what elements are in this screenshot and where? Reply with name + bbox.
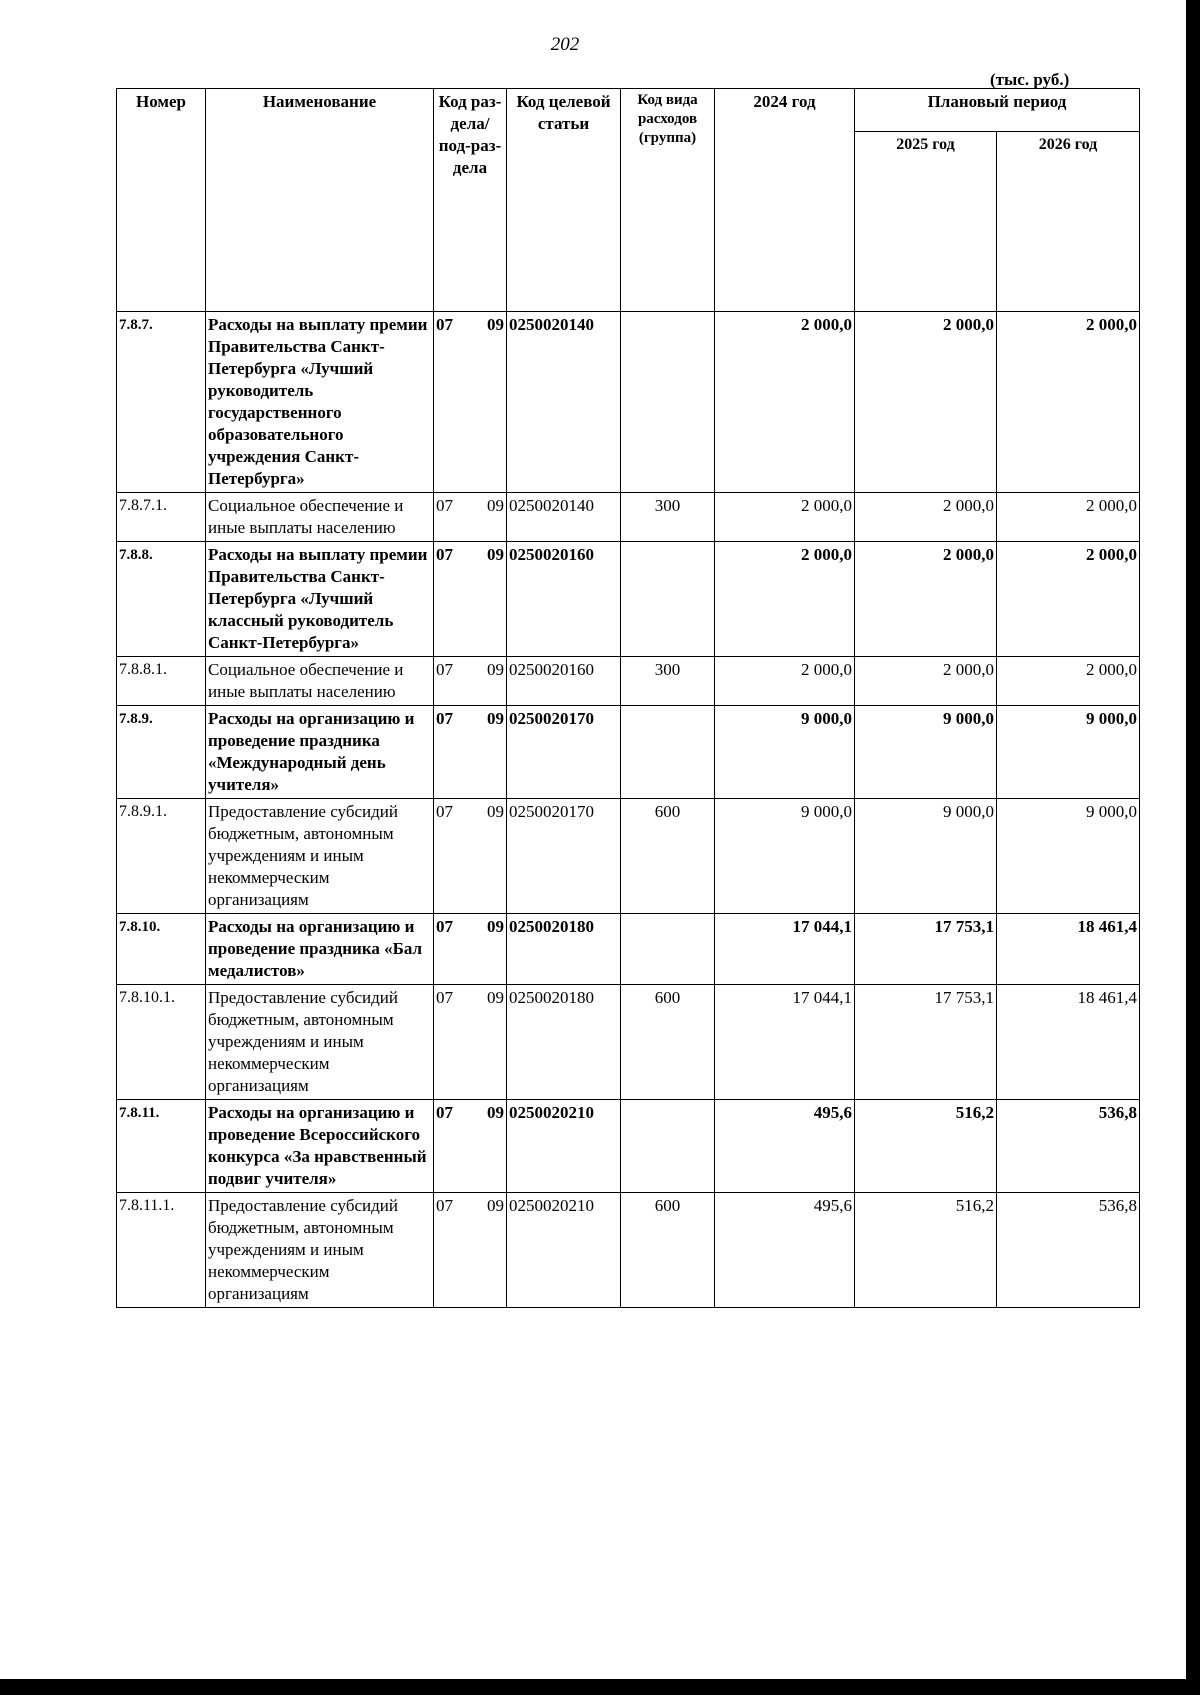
row-2025: 2 000,0 <box>855 542 997 657</box>
table-row <box>117 1193 1140 1308</box>
row-expense-type <box>621 1100 715 1193</box>
row-razdel: 07 <box>436 496 453 515</box>
row-expense-type <box>621 914 715 985</box>
row-razdel: 07 <box>436 1103 453 1122</box>
row-2024: 2 000,0 <box>715 657 855 706</box>
row-section-code <box>434 799 507 914</box>
row-2024: 17 044,1 <box>715 914 855 985</box>
row-2024: 9 000,0 <box>715 706 855 799</box>
row-2026: 18 461,4 <box>997 985 1140 1100</box>
row-2026: 2 000,0 <box>997 657 1140 706</box>
row-section-code <box>434 657 507 706</box>
row-2026: 9 000,0 <box>997 799 1140 914</box>
scan-edge-bottom <box>0 1679 1200 1695</box>
row-2024: 2 000,0 <box>715 312 855 493</box>
row-target-code: 0250020170 <box>507 799 621 914</box>
row-podrazdel: 09 <box>487 917 504 936</box>
row-number: 7.8.9. <box>117 706 206 799</box>
row-expense-type <box>621 706 715 799</box>
row-section-code <box>434 985 507 1100</box>
row-name: Предоставление субсидий бюджетным, автономным учреждениям и иным некоммерческим организациям <box>206 799 434 914</box>
units-label: (тыс. руб.) <box>990 70 1070 89</box>
row-2024: 495,6 <box>715 1100 855 1193</box>
row-number: 7.8.11.1. <box>117 1193 206 1308</box>
row-number: 7.8.10. <box>117 914 206 985</box>
row-2025: 516,2 <box>855 1193 997 1308</box>
row-number: 7.8.8.1. <box>117 657 206 706</box>
row-2026: 18 461,4 <box>997 914 1140 985</box>
row-expense-type: 600 <box>621 799 715 914</box>
table-body <box>117 312 1140 1308</box>
row-razdel: 07 <box>436 1196 453 1215</box>
row-podrazdel: 09 <box>487 660 504 679</box>
table-row <box>117 493 1140 542</box>
row-number: 7.8.11. <box>117 1100 206 1193</box>
row-razdel: 07 <box>436 660 453 679</box>
header-target-code: Код целевой статьи <box>507 89 621 312</box>
table-row <box>117 799 1140 914</box>
row-2026: 2 000,0 <box>997 312 1140 493</box>
row-expense-type <box>621 312 715 493</box>
row-2025: 9 000,0 <box>855 706 997 799</box>
row-expense-type: 300 <box>621 657 715 706</box>
row-number: 7.8.9.1. <box>117 799 206 914</box>
row-target-code: 0250020170 <box>507 706 621 799</box>
row-expense-type: 600 <box>621 1193 715 1308</box>
row-2024: 2 000,0 <box>715 493 855 542</box>
row-razdel: 07 <box>436 315 453 334</box>
row-2025: 2 000,0 <box>855 312 997 493</box>
row-number: 7.8.7. <box>117 312 206 493</box>
row-name: Социальное обеспечение и иные выплаты населению <box>206 657 434 706</box>
header-number: Номер <box>117 89 206 312</box>
row-target-code: 0250020160 <box>507 657 621 706</box>
row-target-code: 0250020160 <box>507 542 621 657</box>
row-2024: 495,6 <box>715 1193 855 1308</box>
row-name: Предоставление субсидий бюджетным, автономным учреждениям и иным некоммерческим организациям <box>206 1193 434 1308</box>
row-2026: 9 000,0 <box>997 706 1140 799</box>
header-year-2026: 2026 год <box>997 132 1140 312</box>
row-2025: 2 000,0 <box>855 493 997 542</box>
row-podrazdel: 09 <box>487 709 504 728</box>
row-2024: 2 000,0 <box>715 542 855 657</box>
row-section-code <box>434 1193 507 1308</box>
page-number: 202 <box>550 34 580 55</box>
row-podrazdel: 09 <box>487 988 504 1007</box>
row-razdel: 07 <box>436 545 453 564</box>
row-razdel: 07 <box>436 709 453 728</box>
row-2025: 9 000,0 <box>855 799 997 914</box>
header-name: Наименование <box>206 89 434 312</box>
row-target-code: 0250020180 <box>507 914 621 985</box>
row-razdel: 07 <box>436 802 453 821</box>
row-section-code <box>434 312 507 493</box>
row-name: Социальное обеспечение и иные выплаты населению <box>206 493 434 542</box>
row-number: 7.8.10.1. <box>117 985 206 1100</box>
row-name: Расходы на выплату премии Правительства Санкт-Петербурга «Лучший классный руководитель Санкт-Петербурга» <box>206 542 434 657</box>
row-number: 7.8.7.1. <box>117 493 206 542</box>
row-section-code <box>434 914 507 985</box>
row-section-code <box>434 542 507 657</box>
row-podrazdel: 09 <box>487 1103 504 1122</box>
table-row <box>117 985 1140 1100</box>
row-2026: 536,8 <box>997 1193 1140 1308</box>
row-2026: 2 000,0 <box>997 542 1140 657</box>
row-2025: 17 753,1 <box>855 914 997 985</box>
row-podrazdel: 09 <box>487 315 504 334</box>
row-2025: 516,2 <box>855 1100 997 1193</box>
row-2026: 2 000,0 <box>997 493 1140 542</box>
header-year-2024: 2024 год <box>715 89 855 312</box>
row-target-code: 0250020180 <box>507 985 621 1100</box>
row-podrazdel: 09 <box>487 496 504 515</box>
table-row <box>117 657 1140 706</box>
row-2024: 9 000,0 <box>715 799 855 914</box>
row-expense-type: 300 <box>621 493 715 542</box>
row-name: Расходы на организацию и проведение праздника «Бал медалистов» <box>206 914 434 985</box>
row-podrazdel: 09 <box>487 1196 504 1215</box>
row-target-code: 0250020140 <box>507 312 621 493</box>
table-row <box>117 914 1140 985</box>
row-section-code <box>434 493 507 542</box>
row-expense-type: 600 <box>621 985 715 1100</box>
table-row <box>117 542 1140 657</box>
row-name: Предоставление субсидий бюджетным, автономным учреждениям и иным некоммерческим организациям <box>206 985 434 1100</box>
header-expense-type: Код вида расходов (группа) <box>621 89 715 312</box>
row-podrazdel: 09 <box>487 802 504 821</box>
row-target-code: 0250020210 <box>507 1193 621 1308</box>
row-2026: 536,8 <box>997 1100 1140 1193</box>
header-year-2025: 2025 год <box>855 132 997 312</box>
header-plan-period: Плановый период <box>855 89 1140 132</box>
row-name: Расходы на выплату премии Правительства Санкт-Петербурга «Лучший руководитель государственного образовательного учреждения Санкт-Петербурга» <box>206 312 434 493</box>
budget-table <box>116 88 1140 1308</box>
row-section-code <box>434 706 507 799</box>
table-row <box>117 1100 1140 1193</box>
row-expense-type <box>621 542 715 657</box>
row-target-code: 0250020140 <box>507 493 621 542</box>
row-name: Расходы на организацию и проведение Всероссийского конкурса «За нравственный подвиг учителя» <box>206 1100 434 1193</box>
table-row <box>117 706 1140 799</box>
row-2025: 2 000,0 <box>855 657 997 706</box>
row-number: 7.8.8. <box>117 542 206 657</box>
row-target-code: 0250020210 <box>507 1100 621 1193</box>
row-2024: 17 044,1 <box>715 985 855 1100</box>
row-section-code <box>434 1100 507 1193</box>
row-razdel: 07 <box>436 988 453 1007</box>
row-razdel: 07 <box>436 917 453 936</box>
header-section-code: Код раз-дела/ под-раз-дела <box>434 89 507 312</box>
scan-edge-right <box>1186 0 1200 1695</box>
table-row <box>117 312 1140 493</box>
row-2025: 17 753,1 <box>855 985 997 1100</box>
row-podrazdel: 09 <box>487 545 504 564</box>
row-name: Расходы на организацию и проведение праздника «Международный день учителя» <box>206 706 434 799</box>
